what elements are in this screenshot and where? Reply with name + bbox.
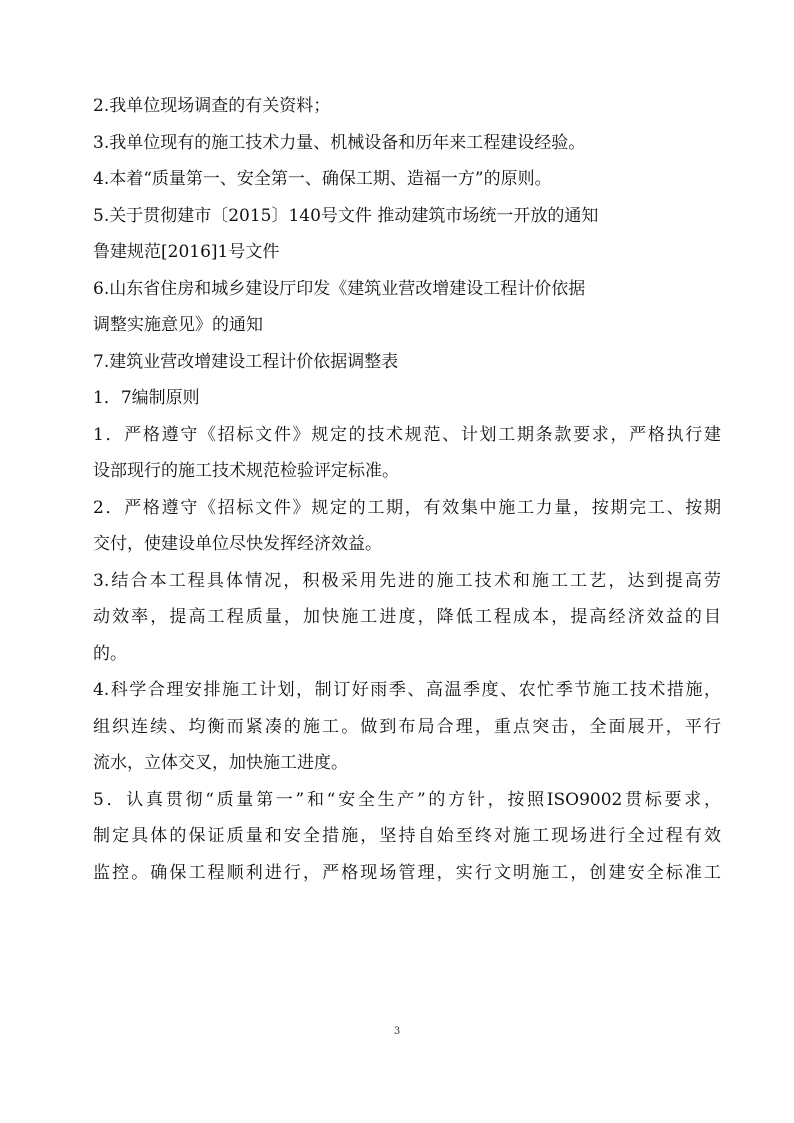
- page-number: 3: [393, 1026, 401, 1037]
- paragraph-principle-5: [93, 782, 721, 892]
- paragraph-principle-1: [93, 417, 721, 490]
- paragraph-row: 监控。确保工程顺利进行，严格现场管理，实行文明施工，创建安全标准工: [93, 862, 721, 883]
- paragraph-principle-4: [93, 672, 721, 782]
- paragraph-row: 1．严格遵守《招标文件》规定的技术规范、计划工期条款要求，严格执行建: [93, 424, 721, 445]
- paragraph-row: 3.结合本工程具体情况，积极采用先进的施工技术和施工工艺，达到提高劳: [93, 570, 721, 591]
- paragraph-row: 5．认真贯彻“质量第一”和“安全生产”的方针，按照ISO9002贯标要求，: [93, 789, 721, 810]
- paragraph-row: 组织连续、均衡而紧凑的施工。做到布局合理，重点突击，全面展开，平行: [93, 716, 721, 737]
- paragraph-row: 制定具体的保证质量和安全措施，坚持自始至终对施工现场进行全过程有效: [93, 826, 721, 846]
- paragraph-principle-3: [93, 563, 721, 673]
- text-line: 调整实施意见》的通知: [93, 315, 263, 335]
- text-line: 鲁建规范[2016]1号文件: [93, 242, 280, 262]
- paragraph-row: 动效率，提高工程质量，加快施工进度，降低工程成本，提高经济效益的目: [93, 607, 721, 627]
- document-body: [93, 88, 721, 891]
- paragraph-row: 交付，使建设单位尽快发挥经济效益。: [93, 534, 382, 554]
- paragraph-row: 2．严格遵守《招标文件》规定的工期，有效集中施工力量，按期完工、按期: [93, 497, 721, 518]
- text-line: 6.山东省住房和城乡建设厅印发《建筑业营改增建设工程计价依据: [93, 278, 586, 299]
- text-line: 5.关于贯彻建市〔2015〕140号文件 推动建筑市场统一开放的通知: [93, 205, 599, 226]
- text-line: 7.建筑业营改增建设工程计价依据调整表: [93, 351, 399, 372]
- paragraph-row: 的。: [93, 643, 127, 664]
- paragraph-row: 流水，立体交叉，加快施工进度。: [93, 753, 348, 773]
- paragraph-row: 4.科学合理安排施工计划，制订好雨季、高温季度、农忙季节施工技术措施，: [93, 680, 721, 700]
- paragraph-principle-2: [93, 490, 721, 563]
- section-heading: 1．7编制原则: [93, 388, 200, 408]
- text-line: 2.我单位现场调查的有关资料；: [93, 96, 331, 116]
- text-line: 4.本着“质量第一、安全第一、确保工期、造福一方”的原则。: [93, 169, 552, 189]
- paragraph-row: 设部现行的施工技术规范检验评定标准。: [93, 461, 399, 481]
- text-line: 3.我单位现有的施工技术力量、机械设备和历年来工程建设经验。: [93, 132, 586, 153]
